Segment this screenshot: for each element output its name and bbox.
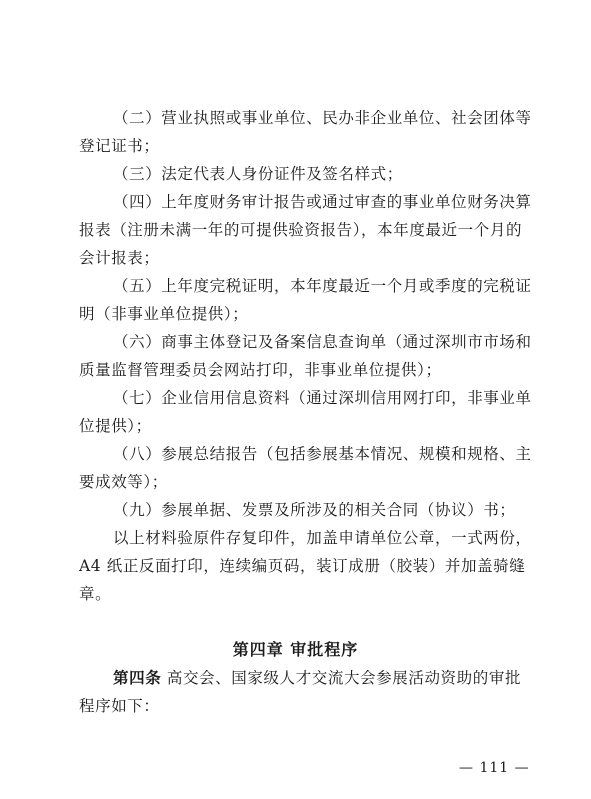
text-line: 程序如下： [79,697,160,715]
chapter-heading: 第四章 审批程序 [232,640,359,659]
text-line: 登记证书； [79,137,160,155]
text-line: 章。 [79,585,112,603]
text-line: 报表（注册未满一年的可提供验资报告），本年度最近一个月的 [79,221,523,239]
text-line: （七）企业信用信息资料（通过深圳信用网打印，非事业单 [113,389,532,407]
text-line: （四）上年度财务审计报告或通过审查的事业单位财务决算 [113,193,532,211]
text-line: 以上材料验原件存复印件，加盖申请单位公章，一式两份， [113,529,532,547]
text-line: 位提供）； [79,417,152,435]
text-line: A4 纸正反面打印，连续编页码，装订成册（胶装）并加盖骑缝 [79,557,526,575]
article-label: 第四条 [113,669,162,687]
article-text: 高交会、国家级人才交流大会参展活动资助的审批 [161,669,522,687]
text-line: 会计报表； [79,249,160,267]
text-line: （二）营业执照或事业单位、民办非企业单位、社会团体等 [113,109,532,127]
page-number: — 111 — [459,760,530,776]
text-line: 要成效等）； [79,473,168,491]
text-line: 质量监督管理委员会网站打印，非事业单位提供）； [79,361,442,379]
text-line: （八）参展总结报告（包括参展基本情况、规模和规格、主 [113,445,532,463]
text-line: （六）商事主体登记及备案信息查询单（通过深圳市市场和 [113,333,532,351]
text-line: 明（非事业单位提供）； [79,305,249,323]
text-line: （三）法定代表人身份证件及签名样式； [113,165,403,183]
text-line: （九）参展单据、发票及所涉及的相关合同（协议）书； [113,501,516,519]
text-line: （五）上年度完税证明，本年度最近一个月或季度的完税证 [113,277,532,295]
article-line [113,668,521,688]
